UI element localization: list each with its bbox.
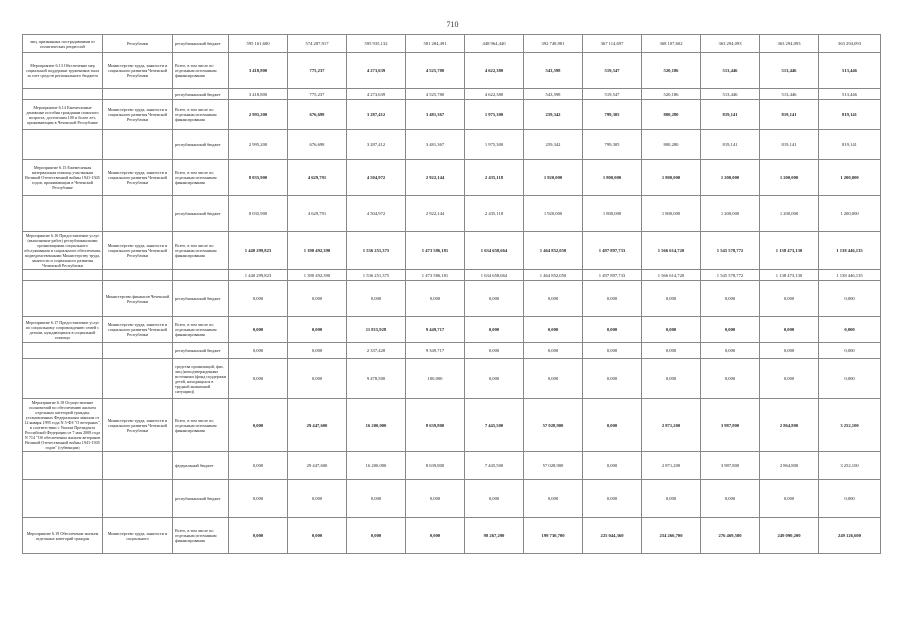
amount-cell: 1 920,000 [524,196,583,232]
amount-cell: 0,000 [819,480,881,518]
amount-cell: 0,000 [465,281,524,317]
amount-cell: 676,698 [288,100,347,130]
funding-source-cell: Всего, в том числе по отдельным источникам финансирования [173,232,229,270]
table-row [23,100,881,130]
amount-cell: 0,000 [701,343,760,359]
amount-cell: 513,446 [819,89,881,100]
table-row [23,281,881,317]
amount-cell: 819,141 [760,130,819,160]
amount-cell: 100,000 [406,359,465,399]
measure-name-cell: Мероприятие 6.16 Предоставление услуг (выполнение работ) республиканскими организациями социального обслуживания и социального обеспечения, подведомственными Министерству труда, занятости и социального развития Чеченской Республики [24,233,101,268]
amount-cell: 3 418,800 [229,89,288,100]
amount-cell: 0,000 [465,317,524,343]
amount-cell: 799,305 [583,130,642,160]
amount-cell: 1 200,000 [701,196,760,232]
amount-cell: 0,000 [701,281,760,317]
measure-name-cell: Мероприятие 6.13 Обеспечение мер социальной поддержки тружеников тыла за счет средств регионального бюджета [23,53,103,89]
table-row [23,480,881,518]
amount-cell: 29 447,600 [288,452,347,480]
amount-cell: 98 267,290 [465,518,524,554]
amount-cell: 0,000 [760,343,819,359]
amount-cell: 0,000 [465,359,524,399]
amount-cell: 0,000 [347,281,406,317]
executor-cell: Министерство труда, занятости и социального развития Чеченской Республики [103,399,173,452]
amount-cell: 543,598 [524,53,583,89]
amount-cell: 0,000 [760,480,819,518]
amount-cell: 392 748,981 [524,35,583,53]
amount-cell: 0,000 [229,359,288,399]
table-row [23,518,881,554]
amount-cell: 799,305 [583,100,642,130]
amount-cell: 0,000 [229,480,288,518]
amount-cell: 9 449,717 [406,317,465,343]
executor-cell [103,480,173,518]
amount-cell: 57 028,900 [524,399,583,452]
amount-cell: 0,000 [406,480,465,518]
table-row [23,130,881,160]
amount-cell: 0,000 [229,281,288,317]
amount-cell: 1 464 852,050 [524,270,583,281]
amount-cell: 4 504,972 [347,160,406,196]
amount-cell: 0,000 [347,518,406,554]
executor-cell: Министерство труда, занятости и социального развития Чеченской Республики [103,53,173,89]
funding-source-cell: республиканский бюджет [173,89,229,100]
amount-cell: 513,446 [819,53,881,89]
measure-name-cell [23,480,103,518]
amount-cell: 775,237 [288,53,347,89]
amount-cell: 581 284,491 [406,35,465,53]
amount-cell: 0,000 [406,281,465,317]
amount-cell: 1 200,000 [760,196,819,232]
amount-cell: 0,000 [229,399,288,452]
funding-source-cell: республиканский бюджет [173,281,229,317]
amount-cell: 0,000 [406,518,465,554]
amount-cell: 1 473 586,181 [406,270,465,281]
funding-source-cell: республиканский бюджет [173,35,229,53]
measure-name-cell: лиц, признанных пострадавшими от политических репрессий [23,35,103,53]
table-body [23,35,881,554]
amount-cell: 0,000 [524,281,583,317]
amount-cell: 1 440 299,823 [229,270,288,281]
amount-cell: 595 935,132 [347,35,406,53]
table-row [23,452,881,480]
executor-cell [103,452,173,480]
funding-source-cell: Всего, в том числе по отдельным источникам финансирования [173,317,229,343]
amount-cell: 276 469,580 [701,518,760,554]
amount-cell: 1 975,300 [465,130,524,160]
amount-cell: 0,000 [819,359,881,399]
table-row [23,399,881,452]
amount-cell: 2 435,118 [465,196,524,232]
amount-cell: 1 390 492,390 [288,232,347,270]
measure-name-cell [23,196,103,232]
measure-name-cell [23,359,103,399]
table-row [23,160,881,196]
amount-cell: 9 478,500 [347,359,406,399]
amount-cell: 1 138 446,135 [819,270,881,281]
amount-cell: 367 114,697 [583,35,642,53]
amount-cell: 0,000 [465,480,524,518]
amount-cell: 2 435,118 [465,160,524,196]
amount-cell: 2 995,200 [229,100,288,130]
amount-cell: 3 287,412 [347,130,406,160]
executor-cell: Министерство труда, занятости и социального развития Чеченской Республики [103,317,173,343]
measure-name-cell [23,89,103,100]
funding-source-cell: республиканский бюджет [173,343,229,359]
amount-cell: 1 800,000 [583,196,642,232]
amount-cell: 11 815,928 [347,317,406,343]
funding-source-cell: Всего, в том числе по отдельным источникам финансирования [173,399,229,452]
executor-cell: Республики [103,35,173,53]
amount-cell: 7 445,500 [465,399,524,452]
amount-cell: 249 090,200 [760,518,819,554]
amount-cell: 819,141 [760,100,819,130]
amount-cell: 2 337,428 [347,343,406,359]
funding-source-cell: Всего, в том числе по отдельным источникам финансирования [173,53,229,89]
amount-cell: 4 622,380 [465,89,524,100]
amount-cell: 543,598 [524,89,583,100]
funding-source-cell: республиканский бюджет [173,130,229,160]
executor-cell [103,343,173,359]
amount-cell: 0,000 [701,317,760,343]
amount-cell: 3 987,800 [701,452,760,480]
page-number: 710 [446,20,459,29]
amount-cell: 1 390 492,390 [288,270,347,281]
amount-cell: 1 975,300 [465,100,524,130]
amount-cell: 0,000 [524,480,583,518]
amount-cell: 3 252,100 [819,452,881,480]
amount-cell: 4 622,380 [465,53,524,89]
table-row [23,317,881,343]
amount-cell: 0,000 [288,343,347,359]
amount-cell: 1 800,000 [642,196,701,232]
amount-cell: 4 273,639 [347,89,406,100]
amount-cell: 1 464 852,050 [524,232,583,270]
amount-cell: 819,141 [701,130,760,160]
amount-cell: 513,446 [701,89,760,100]
amount-cell: 4 525,780 [406,53,465,89]
amount-cell: 1 545 578,772 [701,232,760,270]
amount-cell: 0,000 [583,399,642,452]
measure-name-cell [23,452,103,480]
amount-cell: 595 161,600 [229,35,288,53]
amount-cell: 1 200,000 [701,160,760,196]
measure-name-cell: Мероприятие 6.19 Обеспечение жильем отдельных категорий граждан [23,518,103,554]
amount-cell: 2 922,144 [406,196,465,232]
amount-cell: 775,237 [288,89,347,100]
amount-cell: 1 920,000 [524,160,583,196]
measure-name-cell [23,281,103,317]
amount-cell: 2 922,144 [406,160,465,196]
amount-cell: 1 497 897,733 [583,270,642,281]
table-row [23,196,881,232]
amount-cell: 8 035,900 [229,160,288,196]
amount-cell: 0,000 [288,518,347,554]
amount-cell: 0,000 [229,343,288,359]
amount-cell: 225 044,360 [583,518,642,554]
amount-cell: 0,000 [229,518,288,554]
amount-cell: 520,186 [642,89,701,100]
amount-cell: 800,280 [642,130,701,160]
executor-cell [103,130,173,160]
amount-cell: 0,000 [819,343,881,359]
amount-cell: 1 200,000 [760,160,819,196]
amount-cell: 3 252,100 [819,399,881,452]
budget-table [22,34,881,554]
amount-cell: 1 440 299,823 [229,232,288,270]
amount-cell: 7 445,500 [465,452,524,480]
funding-source-cell: республиканский бюджет [173,196,229,232]
amount-cell: 0,000 [701,480,760,518]
amount-cell: 8 035,900 [229,196,288,232]
amount-cell: 2 871,200 [642,452,701,480]
amount-cell: 0,000 [642,359,701,399]
amount-cell: 0,000 [288,281,347,317]
amount-cell: 513,446 [760,89,819,100]
amount-cell: 0,000 [583,359,642,399]
table-row [23,270,881,281]
funding-source-cell: федеральный бюджет [173,452,229,480]
amount-cell: 0,000 [347,480,406,518]
amount-cell: 259,342 [524,130,583,160]
amount-cell: 520,186 [642,53,701,89]
amount-cell: 1 138 446,135 [819,232,881,270]
amount-cell: 1 634 658,664 [465,232,524,270]
table-row [23,35,881,53]
amount-cell: 800,280 [642,100,701,130]
amount-cell: 4 504,972 [347,196,406,232]
amount-cell: 0,000 [524,343,583,359]
amount-cell: 0,000 [583,452,642,480]
table-row [23,359,881,399]
amount-cell: 1 497 897,733 [583,232,642,270]
amount-cell: 363 294,093 [701,35,760,53]
amount-cell: 0,000 [465,343,524,359]
amount-cell: 0,000 [642,480,701,518]
measure-name-cell: Мероприятие 6.15 Ежемесячная материальная помощь участникам Великой Отечественной войны 1941-1945 годов, проживающим в Чеченской Республике [23,160,103,196]
amount-cell: 9 349,717 [406,343,465,359]
amount-cell: 259,342 [524,100,583,130]
amount-cell: 4 629,791 [288,160,347,196]
amount-cell: 1 200,000 [819,160,881,196]
amount-cell: 0,000 [229,317,288,343]
amount-cell: 0,000 [583,343,642,359]
amount-cell: 0,000 [524,317,583,343]
measure-name-cell [23,130,103,160]
amount-cell: 4 525,780 [406,89,465,100]
executor-cell: Министерство труда, занятости и социального развития Чеченской Республики [103,232,173,270]
amount-cell: 1 634 658,664 [465,270,524,281]
measure-name-cell: Мероприятие 6.14 Ежемесячные денежные пособия гражданам пожилого возраста, достигшим 100 и более лет, проживающим в Чеченской Республике [23,100,103,130]
executor-cell: Министерство труда, занятости и социального развития Чеченской Республики [103,100,173,130]
amount-cell: 2 864,800 [760,399,819,452]
amount-cell: 574 287,917 [288,35,347,53]
amount-cell: 2 871,200 [642,399,701,452]
measure-name-cell: Мероприятие 6.17 Предоставление услуг по социальному сопровождению семей с детьми, нуждающимся в социальной помощи [23,317,103,343]
table-row [23,343,881,359]
amount-cell: 3 481,367 [406,130,465,160]
amount-cell: 0,000 [819,281,881,317]
amount-cell: 1 473 586,181 [406,232,465,270]
amount-cell: 16 200,000 [347,452,406,480]
amount-cell: 0,000 [288,359,347,399]
amount-cell: 0,000 [819,317,881,343]
amount-cell: 0,000 [583,317,642,343]
amount-cell: 2 864,800 [760,452,819,480]
amount-cell: 1 545 578,772 [701,270,760,281]
funding-source-cell: Всего, в том числе по отдельным источникам финансирования [173,160,229,196]
executor-cell: Министерство финансов Чеченской Республики [103,281,173,317]
amount-cell: 519,547 [583,89,642,100]
table-row [23,89,881,100]
measure-name-cell: Мероприятие 6.18 Осуществление полномочий по обеспечению жильем отдельных категорий граждан, установленных Федеральным законом от 12 января 1995 года N 5-ФЗ "О ветеранах", в соответствии с Указом Президента Российской Федерации от 7 мая 2008 года N 714 "Об обеспечении жильем ветеранов Великой Отечественной войны 1941-1945 годов" (субвенции) [24,400,101,450]
executor-cell [103,196,173,232]
amount-cell: 448 964,440 [465,35,524,53]
amount-cell: 254 266,700 [642,518,701,554]
amount-cell: 0,000 [760,281,819,317]
amount-cell: 0,000 [583,480,642,518]
amount-cell: 4 273,639 [347,53,406,89]
amount-cell: 57 028,900 [524,452,583,480]
measure-name-cell [23,270,103,281]
amount-cell: 0,000 [229,452,288,480]
amount-cell: 819,141 [701,100,760,130]
table-row [23,53,881,89]
amount-cell: 249 126,600 [819,518,881,554]
amount-cell: 16 200,000 [347,399,406,452]
amount-cell: 1 536 251,375 [347,232,406,270]
amount-cell: 676,698 [288,130,347,160]
executor-cell [103,89,173,100]
funding-source-cell: Всего, в том числе по отдельным источникам финансирования [173,518,229,554]
amount-cell: 1 138 473,130 [760,270,819,281]
measure-name-cell [23,343,103,359]
amount-cell: 3 287,412 [347,100,406,130]
funding-source-cell: средства организаций, физ. лиц (неподтвержденные источники (фонд поддержки детей, находящихся в трудной жизненной ситуации)) [173,359,229,399]
amount-cell: 199 730,700 [524,518,583,554]
funding-source-cell: Всего, в том числе по отдельным источникам финансирования [173,100,229,130]
funding-source-cell: республиканский бюджет [173,480,229,518]
amount-cell: 363 294,093 [760,35,819,53]
amount-cell: 1 138 473,130 [760,232,819,270]
amount-cell: 3 987,800 [701,399,760,452]
amount-cell: 0,000 [642,343,701,359]
amount-cell: 1 800,000 [583,160,642,196]
amount-cell: 0,000 [760,317,819,343]
amount-cell: 819,141 [819,100,881,130]
amount-cell: 4 629,791 [288,196,347,232]
amount-cell: 368 107,602 [642,35,701,53]
amount-cell: 513,446 [760,53,819,89]
table-row [23,232,881,270]
amount-cell: 513,446 [701,53,760,89]
funding-source-cell [173,270,229,281]
amount-cell: 0,000 [524,359,583,399]
amount-cell: 1 800,000 [642,160,701,196]
amount-cell: 0,000 [642,317,701,343]
budget-table-sheet [22,34,880,554]
amount-cell: 519,547 [583,53,642,89]
executor-cell: Министерство труда, занятости и социального [103,518,173,554]
amount-cell: 1 536 251,375 [347,270,406,281]
amount-cell: 819,141 [819,130,881,160]
amount-cell: 1 566 614,720 [642,270,701,281]
amount-cell: 29 447,600 [288,399,347,452]
amount-cell: 2 995,200 [229,130,288,160]
amount-cell: 363 294,093 [819,35,881,53]
executor-cell: Министерство труда, занятости и социального развития Чеченской Республики [103,160,173,196]
amount-cell: 3 418,800 [229,53,288,89]
executor-cell [103,270,173,281]
amount-cell: 8 639,800 [406,452,465,480]
amount-cell: 8 639,800 [406,399,465,452]
amount-cell: 0,000 [701,359,760,399]
executor-cell [103,359,173,399]
amount-cell: 0,000 [288,480,347,518]
amount-cell: 0,000 [288,317,347,343]
amount-cell: 0,000 [642,281,701,317]
amount-cell: 3 481,367 [406,100,465,130]
amount-cell: 0,000 [583,281,642,317]
amount-cell: 1 200,000 [819,196,881,232]
amount-cell: 0,000 [760,359,819,399]
amount-cell: 1 566 614,720 [642,232,701,270]
